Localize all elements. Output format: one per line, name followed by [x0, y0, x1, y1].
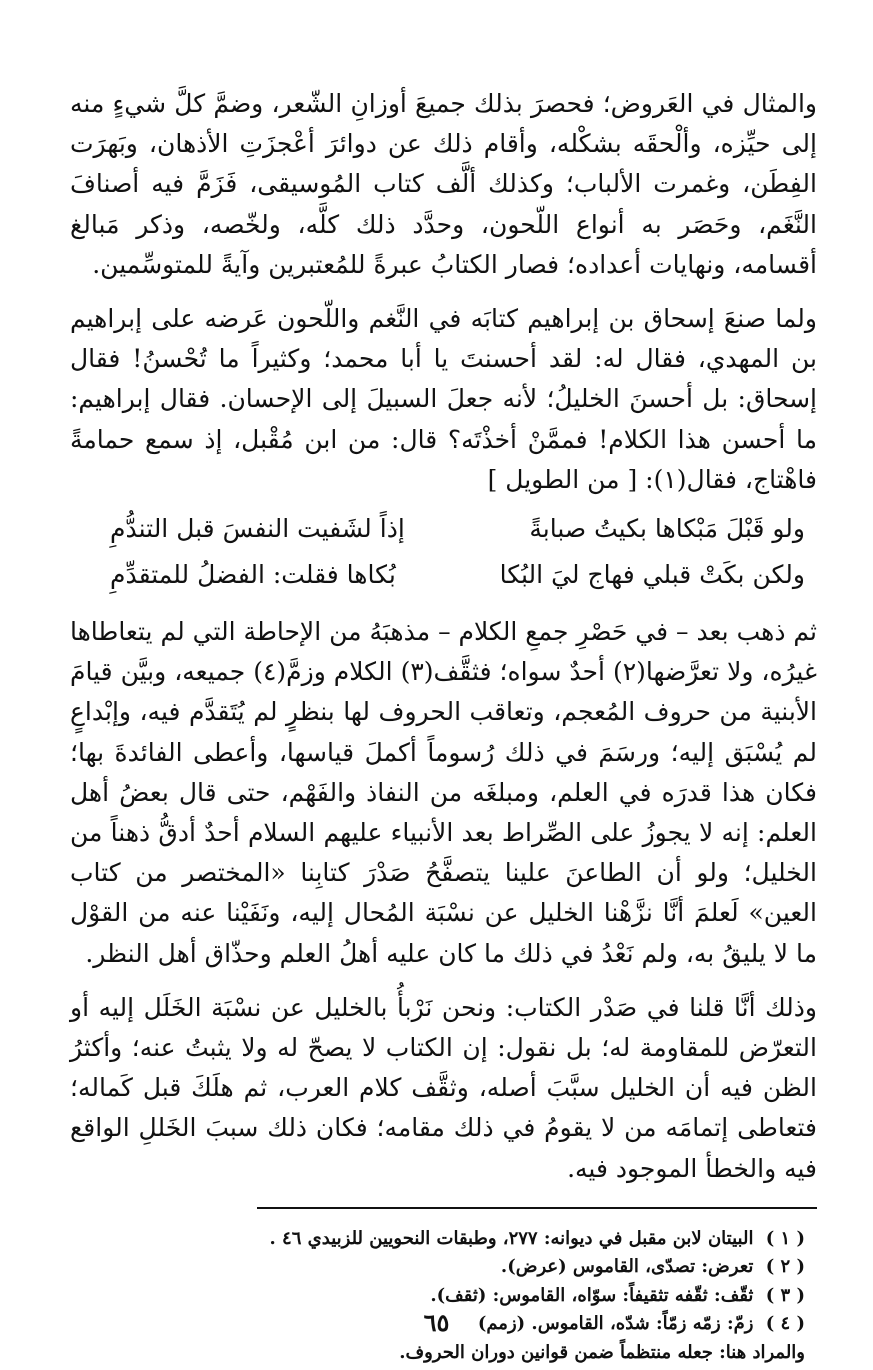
verse-first-hemistich: ولو قَبْلَ مَبْكاها بكيتُ صبابةً	[529, 514, 805, 544]
footnote-number: ( ٣ )	[765, 1284, 805, 1306]
footnote	[70, 1253, 817, 1282]
verse-first-hemistich: ولكن بكَتْ قبلي فهاج ليَ البُكا	[499, 560, 805, 590]
verse-second-hemistich: بُكاها فقلت: الفضلُ للمتقدِّمِ	[110, 560, 396, 590]
footnote	[70, 1282, 817, 1311]
footnote-text: زمّ: زمّه زمّاً: شدّه، القاموس. (زمم)	[477, 1313, 754, 1335]
paragraph-2: ولما صنعَ إسحاق بن إبراهيم كتابَه في النَّغم واللّحون عَرضه على إبراهيم بن المهدي، فقال له: لقد أحسنتَ يا أبا محمد؛ وكثيراً ما تُحْسنُ! فقال إسحاق: بل أحسنَ الخليلُ؛ لأنه جعلَ السبيلَ إلى الإحسان. فقال إبراهيم: ما أحسن هذا الكلام! فممَّنْ أخذْتَه؟ قال: من ابن مُقْبل، إذ سمع حمامةً فاهْتاج، فقال(١): [ من الطويل ]	[70, 304, 817, 494]
footnote-text: تعرض: تصدّى، القاموس (عرض).	[500, 1256, 754, 1278]
poem-verse	[70, 506, 817, 552]
paragraph-3: ثم ذهب بعد – في حَصْرِ جمعِ الكلام – مذهبَهُ من الإحاطة التي لم يتعاطاها غيرُه، ولا تعرَّضها(٢) أحدٌ سواه؛ فثقَّف(٣) الكلام وزمَّ(٤) جميعه، وبيَّن قيامَ الأبنية من حروف المُعجم، وتعاقب الحروف لها بنظرٍ لم يُتَقدَّم فيه، وإبْداعٍ لم يُسْبَق إليه؛ ورسَمَ في ذلك رُسوماً أكملَ قياسها، وأعطى الفائدةَ بها؛ فكان هذا قدرَه في العلم، ومبلغَه من النفاذ والفَهْم، حتى قال بعضُ أهل العلم: إنه لا يجوزُ على الصِّراط بعد الأنبياء عليهم السلام أحدٌ أدقُّ ذهناً من الخليل؛ ولو أن الطاعنَ علينا يتصفَّحُ صَدْرَ كتابِنا «المختصر من كتاب العين» لَعلمَ أنَّا نزَّهْنا الخليل عن نسْبَة المُحال إليه، ونَفَيْنا عنه من القوْل ما لا يليقُ به، ولم نَعْدُ في ذلك ما كان عليه أهلُ العلم وحذّاق أهل النظر.	[70, 617, 817, 968]
footnote-text: البيتان لابن مقبل في ديوانه: ٢٧٧، وطبقات النحويين للزبيدي ٤٦ .	[269, 1227, 754, 1249]
page-number: ٦٥	[423, 1308, 450, 1337]
footnotes	[70, 1225, 817, 1368]
footnote-number: ( ٢ )	[765, 1256, 805, 1278]
footnote	[70, 1225, 817, 1254]
footnotes-divider	[257, 1207, 817, 1209]
footnote-text: والمراد هنا: جعله منتظماً ضمن قوانين دوران الحروف.	[399, 1341, 805, 1363]
footnote-number: ( ١ )	[765, 1227, 805, 1249]
footnote-text: ثقّف: ثقّفه تثقيفاً: سوّاه، القاموس: (ثقف).	[430, 1284, 754, 1306]
poem-verse	[70, 552, 817, 598]
footnote-number: ( ٤ )	[765, 1313, 805, 1335]
paragraph-1: والمثال في العَروض؛ فحصرَ بذلك جميعَ أوزانِ الشّعر، وضمَّ كلَّ شيءٍ منه إلى حيِّزه، وألْحقَه بشكْله، وأقام ذلك عن دوائرَ أعْجزَتِ الأذهان، وبَهرَت الفِطَن، وغمرت الألباب؛ وكذلك ألَّف كتاب المُوسيقى، فَزَمَّ فيه أصنافَ النَّغَم، وحَصَر به أنواع اللّحون، وحدَّد ذلك كلَّه، ولخّصه، وذكر مَبالغ أقسامه، ونهايات أعداده؛ فصار الكتابُ عبرةً للمُعتبرين وآيةً للمتوسِّمين.	[70, 89, 817, 279]
paragraph-4: وذلك أنَّا قلنا في صَدْر الكتاب: ونحن نَرْبأُ بالخليل عن نسْبَة الخَلَل إليه أو التعرّض للمقاومة له؛ بل نقول: إن الكتاب لا يصحّ له ولا يثبتُ عنه؛ وأكثرُ الظن فيه أن الخليل سبَّبَ أصله، وثقَّف كلام العرب، ثم هلَكَ قبل كَماله؛ فتعاطى إتمامَه من لا يقومُ في ذلك مقامه؛ فكان ذلك سببَ الخَللِ الواقع فيه والخطأ الموجود فيه.	[70, 992, 817, 1183]
footnote-continuation	[70, 1339, 817, 1368]
verse-second-hemistich: إذاً لشَفيت النفسَ قبل التندُّمِ	[110, 514, 405, 544]
poem	[70, 506, 817, 598]
